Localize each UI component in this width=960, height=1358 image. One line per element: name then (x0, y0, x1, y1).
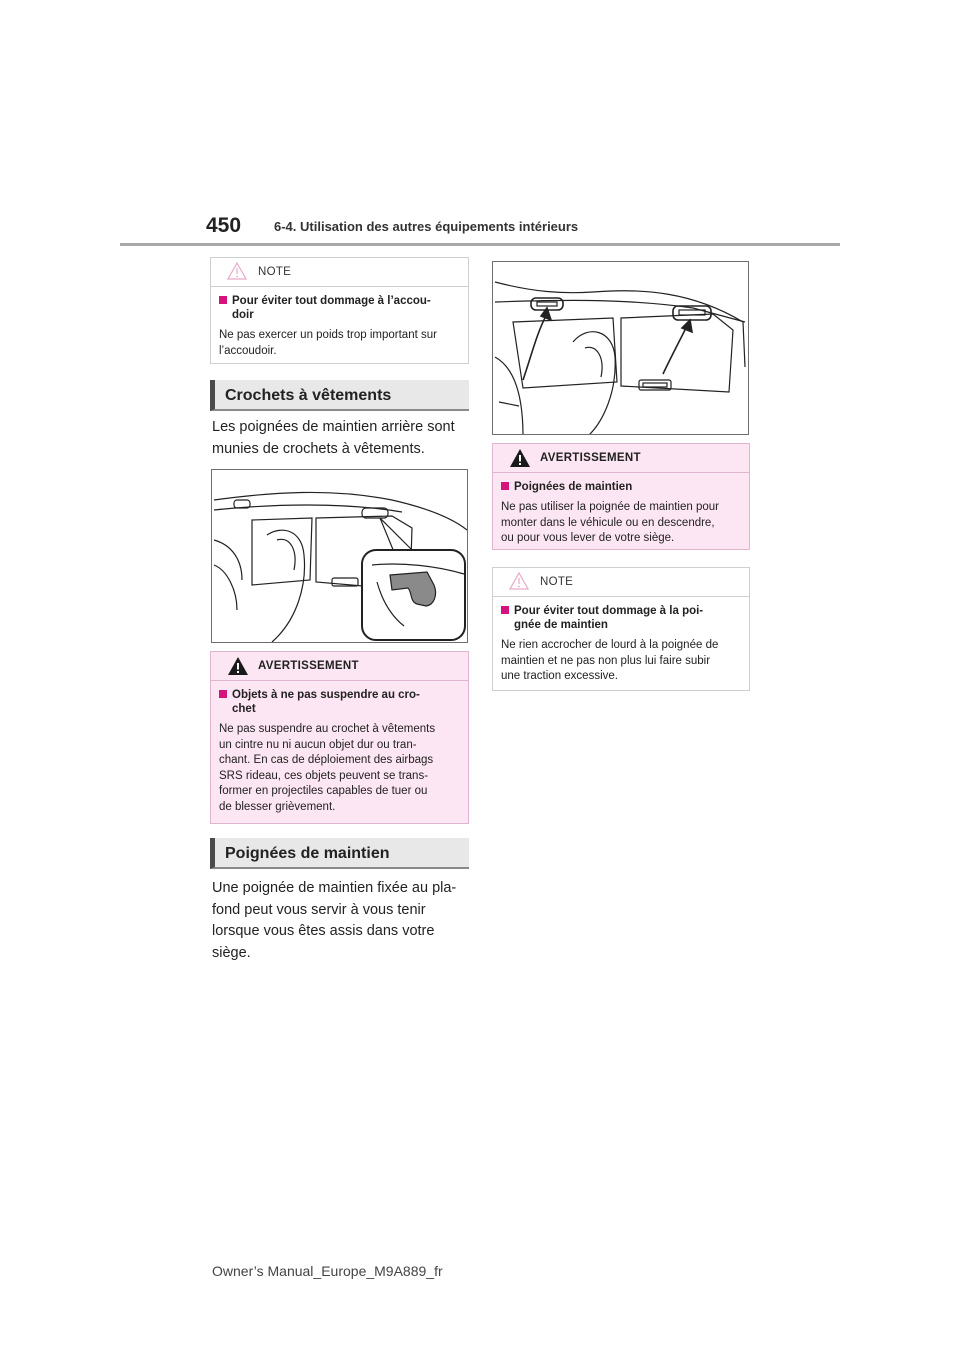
bullet-square-icon (501, 482, 509, 490)
warning-label: AVERTISSEMENT (540, 452, 641, 464)
page-number: 450 (206, 214, 242, 237)
note-box-armrest (210, 257, 469, 364)
note-subtitle (219, 294, 458, 322)
note-subtitle (501, 604, 739, 632)
bullet-square-icon (219, 690, 227, 698)
warning-text: Ne pas utiliser la poignée de maintien pour monter dans le véhicule ou en descendre, ou pour vous lever de votre siège. (501, 501, 719, 544)
note-text: Ne pas exercer un poids trop important sur l’accoudoir. (219, 329, 437, 357)
warning-header (493, 444, 749, 473)
note-text: Ne rien accrocher de lourd à la poignée de maintien et ne pas non plus lui faire subir une traction excessive. (501, 639, 719, 682)
warning-subtitle-text: Objets à ne pas suspendre au cro- chet (232, 689, 420, 715)
warning-label: AVERTISSEMENT (258, 660, 359, 672)
caution-outline-icon (227, 262, 247, 280)
warning-subtitle (501, 480, 739, 494)
warning-header (211, 652, 468, 681)
warning-triangle-icon (227, 656, 249, 676)
heading-clothes-hooks: Crochets à vêtements (210, 380, 469, 411)
figure-clothes-hook (211, 469, 468, 643)
bullet-square-icon (219, 296, 227, 304)
warning-subtitle (219, 688, 458, 716)
header-divider (120, 243, 840, 246)
warning-subtitle-text: Poignées de maintien (514, 481, 633, 493)
clothes-hook-illustration (212, 470, 468, 643)
bullet-square-icon (501, 606, 509, 614)
note-box-grips (492, 567, 750, 691)
grips-paragraph: Une poignée de maintien fixée au pla- fond peut vous servir à vous tenir lorsque vous êtes assis dans votre siège. (212, 880, 457, 961)
note-header (493, 568, 749, 597)
caution-outline-icon (509, 572, 529, 590)
warning-triangle-icon (509, 448, 531, 468)
figure-assist-grip (492, 261, 749, 435)
hooks-paragraph: Les poignées de maintien arrière sont munies de crochets à vêtements. (212, 419, 455, 457)
heading-assist-grips: Poignées de maintien (210, 838, 469, 869)
warning-text: Ne pas suspendre au crochet à vêtements un cintre nu ni aucun objet dur ou tran- chant. En cas de déploiement des airbags SRS rideau, ces objets peuvent se trans- former en projectiles capables de tuer ou de blesser grièvement. (219, 723, 436, 813)
note-subtitle-text: Pour éviter tout dommage à la poi- gnée de maintien (514, 605, 704, 631)
note-subtitle-text: Pour éviter tout dommage à l’accou- doir (232, 295, 431, 321)
assist-grip-illustration (493, 262, 749, 435)
manual-id: Owner’s Manual_Europe_M9A889_fr (212, 1263, 443, 1279)
warning-box-hooks (210, 651, 469, 824)
section-title: 6-4. Utilisation des autres équipements intérieurs (274, 219, 579, 234)
warning-box-grips (492, 443, 750, 550)
note-label: NOTE (540, 576, 574, 588)
note-header (211, 258, 468, 287)
note-label: NOTE (258, 266, 292, 278)
